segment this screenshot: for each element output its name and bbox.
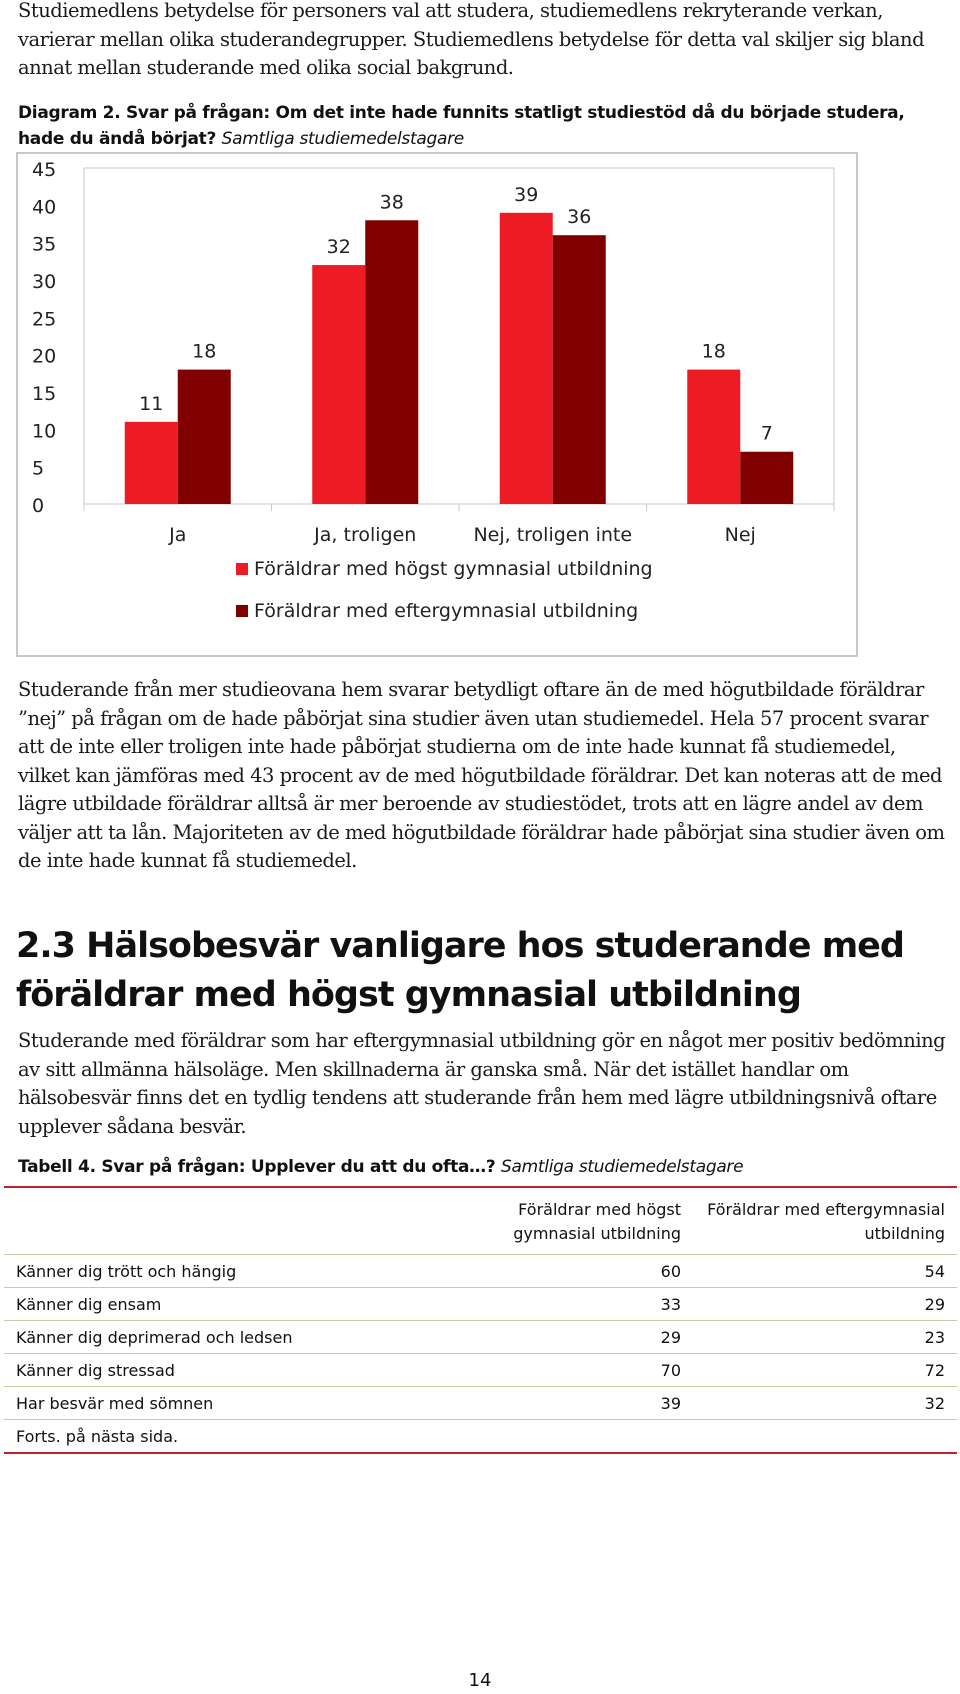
x-category-label: Ja: [169, 524, 187, 546]
bar: [500, 213, 553, 504]
row-label: Känner dig ensam: [4, 1288, 441, 1321]
y-tick-label: 25: [32, 308, 57, 331]
x-category-label: Ja, troligen: [314, 524, 417, 546]
bar-chart: [16, 152, 858, 657]
table-row: [4, 1288, 957, 1321]
data-label: 18: [192, 340, 217, 363]
data-label: 38: [379, 191, 404, 214]
y-tick-label: 20: [32, 345, 57, 368]
page-number: 14: [468, 1670, 492, 1691]
row-label: Känner dig deprimerad och ledsen: [4, 1321, 441, 1354]
row-value-col-2: 29: [693, 1288, 957, 1321]
intro-paragraph: Studiemedlens betydelse för personers val att studera, studiemedlens rekryterande verkan, varierar mellan olika studerandegrupper. Studiemedlens betydelse för detta val skiljer sig bland annat mellan studerande med olika social bakgrund.: [18, 0, 925, 79]
data-label: 7: [760, 422, 773, 445]
row-value-col-2: 23: [693, 1321, 957, 1354]
diagram-caption-population: Samtliga studiemedelstagare: [221, 129, 464, 149]
bar: [740, 452, 793, 504]
row-value-col-1: 39: [441, 1387, 693, 1420]
row-value-col-1: 29: [441, 1321, 693, 1354]
row-value-col-2: 54: [693, 1255, 957, 1288]
legend-label: Föräldrar med eftergymnasial utbildning: [254, 600, 639, 622]
row-value-col-1: 70: [441, 1354, 693, 1387]
x-category-label: Nej, troligen inte: [473, 524, 633, 546]
section-paragraph: Studerande med föräldrar som har eftergymnasial utbildning gör en något mer positiv bedömning av sitt allmänna hälsoläge. Men skillnaderna är ganska små. När det istället handlar om hälsobesvär finns det en tydlig tendens att studerande från hem med lägre utbildningsnivå oftare upplever sådana besvär.: [18, 1029, 946, 1138]
bar: [312, 265, 365, 504]
table-row: [4, 1354, 957, 1387]
legend-label: Föräldrar med högst gymnasial utbildning: [254, 558, 653, 580]
table-caption-label: Tabell 4. Svar på frågan: Upplever du att du ofta…?: [18, 1157, 496, 1177]
table-caption: [18, 1157, 948, 1177]
table-row: [4, 1255, 957, 1288]
chart-canvas: [18, 154, 860, 659]
data-label: 32: [326, 236, 351, 259]
row-label: Känner dig stressad: [4, 1354, 441, 1387]
section-heading: 2.3 Hälsobesvär vanligare hos studerande med föräldrar med högst gymnasial utbildning: [16, 926, 904, 1015]
y-tick-label: 30: [32, 271, 57, 293]
bar: [125, 422, 178, 504]
diagram-caption: [18, 100, 948, 152]
bar: [365, 220, 418, 504]
bar: [687, 370, 740, 504]
y-tick-label: 5: [32, 457, 45, 480]
chart-commentary-paragraph: Studerande från mer studieovana hem svarar betydligt oftare än de med högutbildade föräldrar ”nej” på frågan om de hade påbörjat sina studier även utan studiemedel. Hela 57 procent svarar att de inte eller troligen inte hade påbörjat studierna om de inte hade kunnat få studiemedel, vilket kan jämföras med 43 procent av de med högutbildade föräldrar. Det kan noteras att de med lägre utbildade föräldrar alltså är mer beroende av studiestödet, trots att en lägre andel av dem väljer att ta lån. Majoriteten av de med högutbildade föräldrar hade påbörjat sina studier även om de inte hade kunnat få studiemedel.: [18, 678, 945, 872]
row-label: Känner dig trött och hängig: [4, 1255, 441, 1288]
table-footnote: Forts. på nästa sida.: [4, 1420, 957, 1454]
row-label: Har besvär med sömnen: [4, 1387, 441, 1420]
table-footnote-row: [4, 1420, 957, 1454]
y-tick-label: 45: [32, 159, 57, 181]
health-table: [4, 1186, 957, 1454]
data-label: 11: [139, 392, 164, 415]
x-category-label: Nej: [724, 524, 756, 546]
data-label: 36: [567, 206, 592, 229]
table-header-col-1: Föräldrar med högst gymnasial utbildning: [441, 1187, 693, 1255]
table-header-col-2: Föräldrar med eftergymnasial utbildning: [693, 1187, 957, 1255]
y-tick-label: 15: [32, 383, 57, 405]
y-tick-label: 10: [32, 420, 57, 443]
y-tick-label: 40: [32, 196, 57, 219]
y-tick-label: 35: [32, 233, 57, 256]
row-value-col-2: 32: [693, 1387, 957, 1420]
table-caption-population: Samtliga studiemedelstagare: [501, 1157, 744, 1177]
legend-swatch: [236, 563, 248, 575]
data-label: 39: [514, 183, 539, 206]
table-row: [4, 1387, 957, 1420]
table-header-blank: [4, 1187, 441, 1255]
row-value-col-1: 60: [441, 1255, 693, 1288]
legend-swatch: [236, 605, 248, 617]
y-tick-label: 0: [32, 495, 45, 517]
table-row: [4, 1321, 957, 1354]
data-label: 18: [701, 340, 726, 363]
bar: [178, 370, 231, 504]
bar: [553, 235, 606, 504]
table-header-row: [4, 1187, 957, 1255]
diagram-caption-label: Diagram 2. Svar på frågan: Om det inte hade funnits statligt studiestöd då du började studera, hade du ändå börjat?: [18, 103, 905, 149]
row-value-col-2: 72: [693, 1354, 957, 1387]
row-value-col-1: 33: [441, 1288, 693, 1321]
